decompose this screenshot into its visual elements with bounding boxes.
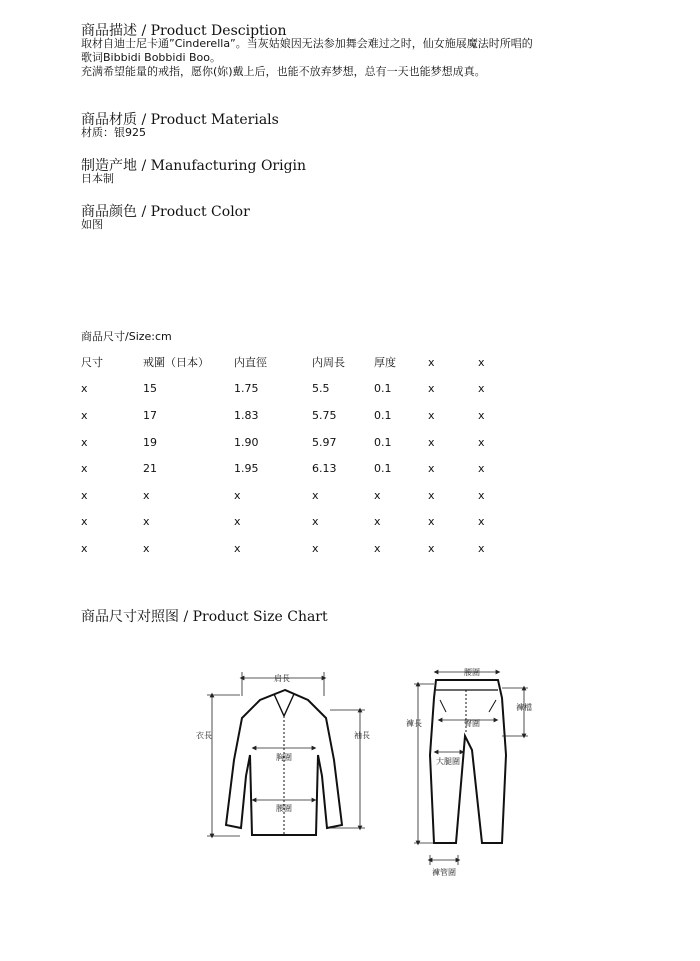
pants-hem-label: 褲管圍 — [432, 868, 456, 877]
table-cell: 17 — [143, 408, 157, 422]
table-cell: 0.1 — [374, 408, 392, 422]
shirt-sleeve-label: 袖長 — [354, 731, 370, 740]
table-cell: 0.1 — [374, 382, 392, 396]
table-row — [81, 509, 508, 536]
table-cell: 1.90 — [234, 435, 259, 449]
table-row — [81, 482, 508, 509]
table-cell: x — [81, 541, 88, 555]
table-row — [81, 455, 508, 482]
size-label: 商品尺寸/Size:cm — [81, 330, 172, 343]
header-cell: x — [478, 355, 485, 369]
table-cell: 0.1 — [374, 435, 392, 449]
size-chart-title: 商品尺寸对照图 / Product Size Chart — [81, 609, 328, 625]
table-cell: x — [478, 382, 485, 396]
header-cell: 内直徑 — [234, 356, 267, 370]
size-table — [81, 349, 508, 562]
table-cell: 19 — [143, 435, 157, 449]
table-cell: x — [143, 488, 150, 502]
table-cell: x — [81, 435, 88, 449]
pants-rise-label: 褲檔 — [516, 703, 532, 712]
table-cell: x — [478, 488, 485, 502]
table-cell: 6.13 — [312, 462, 337, 476]
table-cell: x — [234, 541, 241, 555]
table-cell: x — [428, 382, 435, 396]
color-value: 如图 — [81, 218, 103, 231]
description-title: 商品描述 / Product Desciption — [81, 23, 287, 39]
header-cell: 戒圍（日本） — [143, 356, 209, 370]
table-cell: x — [374, 541, 381, 555]
table-cell: x — [428, 488, 435, 502]
table-cell: x — [312, 515, 319, 529]
table-cell: x — [81, 488, 88, 502]
header-cell: x — [428, 355, 435, 369]
table-cell: x — [428, 462, 435, 476]
table-cell: x — [312, 488, 319, 502]
table-cell: x — [428, 435, 435, 449]
table-cell: x — [81, 515, 88, 529]
table-cell: x — [428, 515, 435, 529]
header-cell: 内周長 — [312, 356, 345, 370]
table-cell: 5.75 — [312, 408, 337, 422]
table-row — [81, 429, 508, 456]
table-cell: x — [234, 515, 241, 529]
table-cell: 1.95 — [234, 462, 259, 476]
materials-title: 商品材质 / Product Materials — [81, 112, 279, 128]
table-cell: x — [234, 488, 241, 502]
table-cell: 0.1 — [374, 462, 392, 476]
table-cell: x — [143, 541, 150, 555]
origin-title: 制造产地 / Manufacturing Origin — [81, 158, 307, 174]
pants-waist-label: 腰圍 — [464, 668, 480, 677]
table-cell: x — [478, 408, 485, 422]
origin-value: 日本制 — [81, 172, 114, 185]
table-cell: 5.97 — [312, 435, 337, 449]
shirt-illustration — [226, 690, 342, 835]
shirt-chest-label: 胸圍 — [276, 753, 292, 762]
table-row — [81, 402, 508, 429]
pants-thigh-label: 大腿圍 — [436, 757, 460, 766]
materials-value: 材质：银925 — [81, 126, 146, 139]
pants-length-label: 褲長 — [406, 719, 422, 728]
table-cell: x — [478, 541, 485, 555]
table-cell: x — [312, 541, 319, 555]
table-cell: 21 — [143, 462, 157, 476]
table-cell: x — [81, 382, 88, 396]
table-cell: x — [374, 488, 381, 502]
description-line-1: 取材自迪士尼卡通”Cinderella”。当灰姑娘因无法参加舞会难过之时，仙女施展魔法时所唱的 — [81, 37, 533, 50]
size-chart-diagram — [190, 660, 550, 890]
table-cell: x — [478, 435, 485, 449]
color-title: 商品颜色 / Product Color — [81, 204, 250, 220]
header-cell: 尺寸 — [81, 356, 103, 370]
table-cell: x — [478, 462, 485, 476]
description-line-3: 充满希望能量的戒指，愿你(妳)戴上后，也能不放弃梦想，总有一天也能梦想成真。 — [81, 65, 486, 78]
shirt-length-label: 衣長 — [196, 731, 212, 740]
table-cell: 5.5 — [312, 382, 330, 396]
table-cell: x — [81, 408, 88, 422]
table-header-row — [81, 349, 508, 376]
shirt-shoulder-label: 肩長 — [274, 674, 290, 683]
table-cell: 1.83 — [234, 408, 259, 422]
table-cell: x — [428, 541, 435, 555]
description-line-2: 歌词Bibbidi Bobbidi Boo。 — [81, 51, 221, 64]
table-row — [81, 376, 508, 403]
table-cell: x — [81, 462, 88, 476]
table-cell: x — [143, 515, 150, 529]
table-cell: x — [428, 408, 435, 422]
table-cell: 1.75 — [234, 382, 259, 396]
table-cell: x — [478, 515, 485, 529]
header-cell: 厚度 — [374, 356, 396, 370]
table-cell: x — [374, 515, 381, 529]
table-row — [81, 535, 508, 562]
table-cell: 15 — [143, 382, 157, 396]
shirt-waist-label: 腰圍 — [276, 804, 292, 813]
pants-hip-label: 臀圍 — [464, 719, 480, 728]
